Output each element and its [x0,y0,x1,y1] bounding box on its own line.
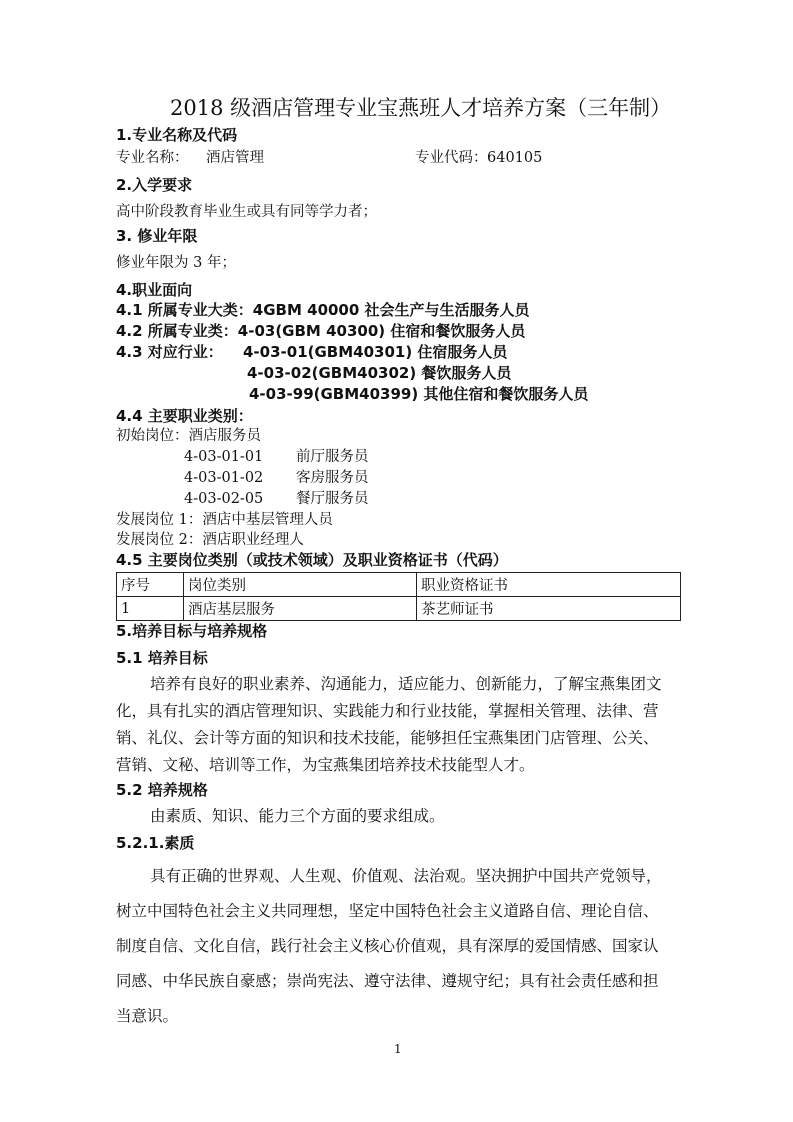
duration-text: 修业年限为 3 年； [116,255,236,271]
section-4-heading: 4.职业面向 [116,281,193,299]
section-4-4: 4.4 主要职业类别： [116,407,253,425]
occupation-code: 4-03-01-02 [184,470,264,486]
section-4-3-label: 4.3 对应行业： [116,343,223,361]
quality-paragraph-line: 同感、中华民族自豪感；崇尚宪法、遵守法律、遵规守纪；具有社会责任感和担 [116,972,659,990]
table-header-cell: 岗位类别 [184,573,417,597]
certificate-table [116,572,681,621]
goal-paragraph-line: 培养有良好的职业素养、沟通能力，适应能力、创新能力，了解宝燕集团文 [150,675,662,693]
major-name-value: 酒店管理 [206,150,264,166]
development-post-2: 发展岗位 2：酒店职业经理人 [116,532,304,548]
major-code-value: 640105 [487,150,543,166]
page-number: 1 [394,1042,402,1056]
table-cell: 茶艺师证书 [417,597,681,621]
occupation-name: 前厅服务员 [296,449,369,465]
occupation-code: 4-03-01-01 [184,449,264,465]
section-4-5: 4.5 主要岗位类别（或技术领域）及职业资格证书（代码） [116,551,508,569]
section-4-3-line-2: 4-03-02(GBM40302) 餐饮服务人员 [247,364,512,382]
quality-paragraph-line: 制度自信、文化自信，践行社会主义核心价值观，具有深厚的爱国情感、国家认 [116,937,659,955]
section-5-1-heading: 5.1 培养目标 [116,649,208,667]
table-header-cell: 职业资格证书 [417,573,681,597]
section-3-heading: 3. 修业年限 [116,227,198,245]
section-5-heading: 5.培养目标与培养规格 [116,622,268,640]
quality-paragraph-line: 具有正确的世界观、人生观、价值观、法治观。坚决拥护中国共产党领导， [150,867,662,885]
goal-paragraph-line: 销、礼仪、会计等方面的知识和技术技能，能够担任宝燕集团门店管理、公关、 [116,729,659,747]
major-code-label: 专业代码： [415,150,488,166]
major-name-label: 专业名称： [116,150,189,166]
section-1-heading: 1.专业名称及代码 [116,126,238,144]
goal-paragraph-line: 化，具有扎实的酒店管理知识、实践能力和行业技能，掌握相关管理、法律、营 [116,702,659,720]
section-4-2: 4.2 所属专业类：4-03(GBM 40300) 住宿和餐饮服务人员 [116,322,526,340]
section-4-1: 4.1 所属专业大类：4GBM 40000 社会生产与生活服务人员 [116,301,530,319]
quality-paragraph-line: 树立中国特色社会主义共同理想，坚定中国特色社会主义道路自信、理论自信、 [116,902,659,920]
spec-paragraph: 由素质、知识、能力三个方面的要求组成。 [150,807,445,825]
table-header-cell: 序号 [117,573,184,597]
section-2-heading: 2.入学要求 [116,176,193,194]
section-4-3-line-1: 4-03-01(GBM40301) 住宿服务人员 [243,343,508,361]
table-header-row [117,573,681,597]
quality-paragraph-line: 当意识。 [116,1007,179,1025]
table-cell: 1 [117,597,184,621]
table-row [117,597,681,621]
occupation-code: 4-03-02-05 [184,491,264,507]
development-post-1: 发展岗位 1：酒店中基层管理人员 [116,512,333,528]
section-4-3-line-3: 4-03-99(GBM40399) 其他住宿和餐饮服务人员 [249,385,589,403]
document-title: 2018 级酒店管理专业宝燕班人才培养方案（三年制） [170,96,672,120]
section-5-2-heading: 5.2 培养规格 [116,781,208,799]
occupation-name: 客房服务员 [296,470,369,486]
goal-paragraph-line: 营销、文秘、培训等工作，为宝燕集团培养技术技能型人才。 [116,756,535,774]
section-5-2-1-heading: 5.2.1.素质 [116,834,195,852]
occupation-name: 餐厅服务员 [296,491,369,507]
initial-post: 初始岗位：酒店服务员 [116,428,261,444]
table-cell: 酒店基层服务 [184,597,417,621]
admission-text: 高中阶段教育毕业生或具有同等学力者； [116,204,377,220]
